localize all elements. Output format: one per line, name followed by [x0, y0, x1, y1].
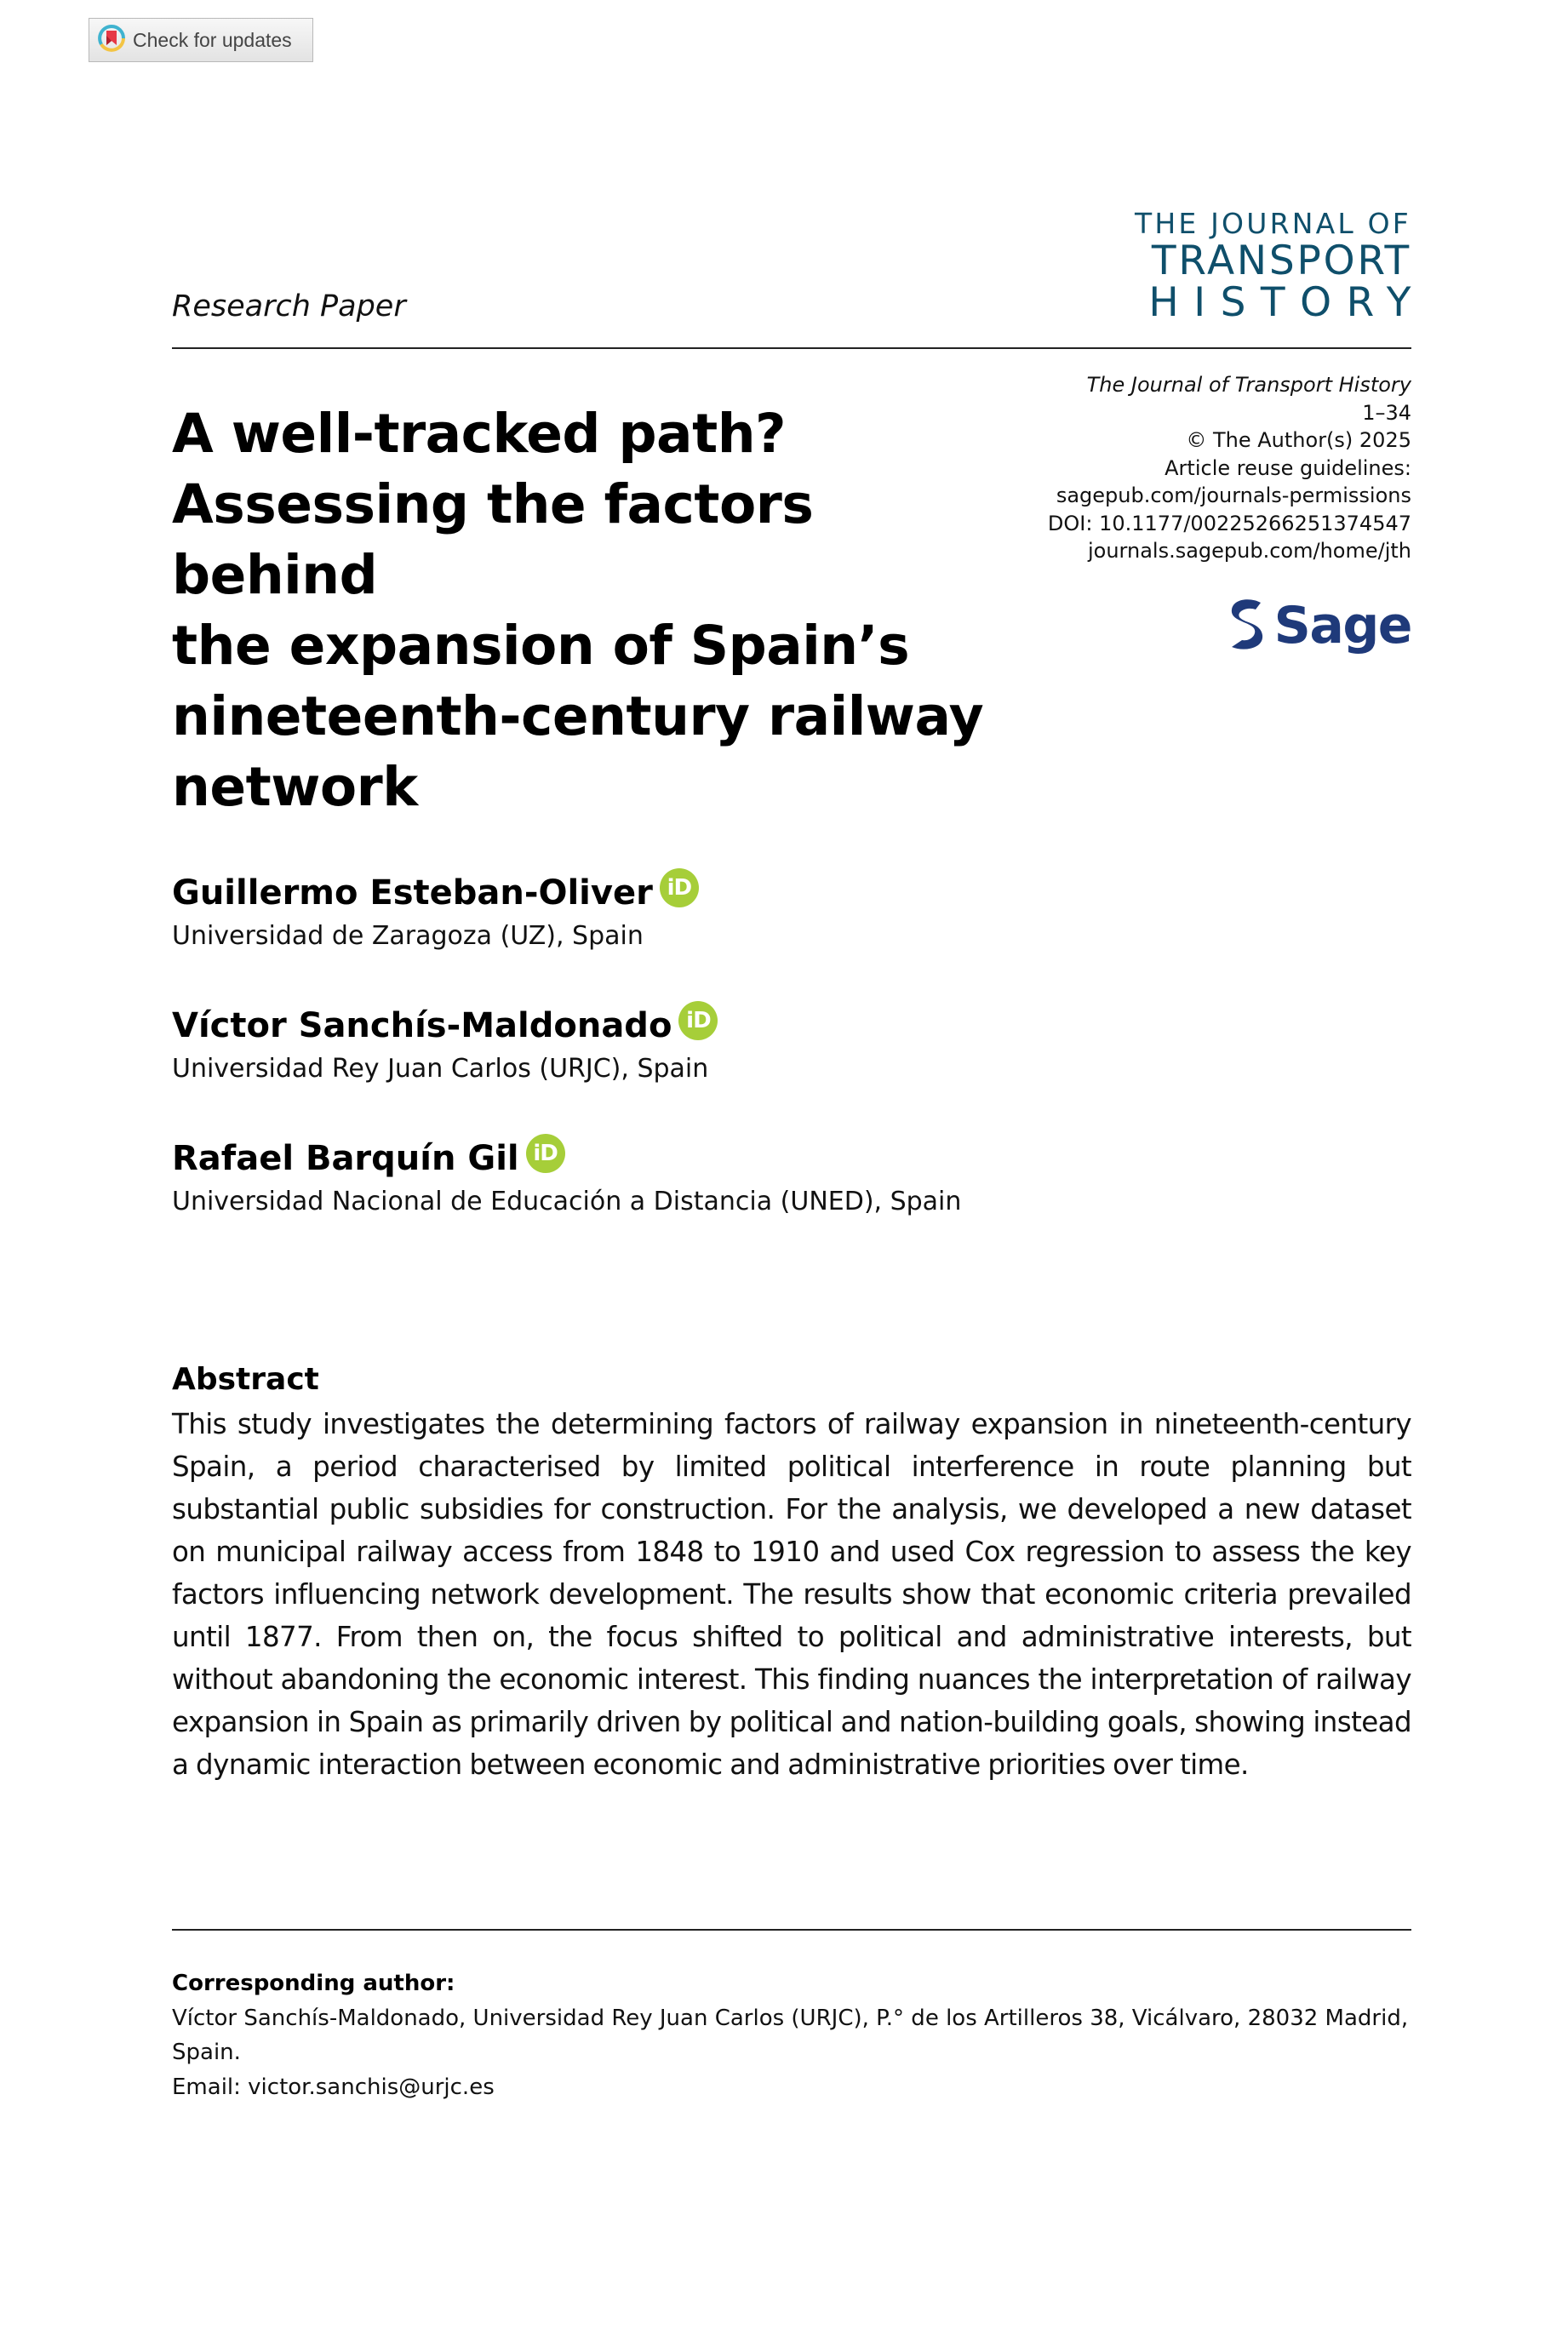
reuse-link[interactable]: sagepub.com/journals-permissions — [1056, 484, 1411, 507]
check-for-updates-button[interactable] — [89, 18, 313, 62]
title-line: the expansion of Spain’s — [172, 615, 910, 677]
reuse-label: Article reuse guidelines: — [1165, 455, 1411, 480]
author-block — [172, 1139, 961, 1216]
author-name: Rafael Barquín Gil — [172, 1139, 519, 1178]
sage-wordmark: Sage — [1273, 596, 1411, 655]
author-affiliation: Universidad Nacional de Educación a Distancia (UNED), Spain — [172, 1187, 962, 1216]
corresponding-address: Víctor Sanchís-Maldonado, Universidad Rey Juan Carlos (URJC), P.° de los Artilleros 38, Vicálvaro, 28032 Madrid, Spain. — [172, 2005, 1409, 2065]
orcid-icon[interactable]: iD — [678, 1001, 718, 1040]
abstract-section — [172, 1360, 1411, 1786]
corresponding-heading: Corresponding author: — [172, 1971, 455, 1996]
title-line: nineteenth-century railway — [172, 685, 984, 747]
sage-s-icon — [1227, 598, 1266, 654]
journal-logo-line1: THE JOURNAL OF — [1135, 207, 1411, 240]
author-affiliation: Universidad de Zaragoza (UZ), Spain — [172, 921, 644, 951]
author-name: Víctor Sanchís-Maldonado — [172, 1006, 672, 1045]
header-divider — [172, 347, 1411, 349]
article-title — [172, 398, 1023, 822]
journal-homepage-link[interactable]: journals.sagepub.com/home/jth — [1087, 539, 1411, 563]
page-range: 1–34 — [1362, 400, 1411, 425]
crossmark-icon — [97, 24, 126, 56]
email-label: Email: — [172, 2074, 241, 2100]
orcid-icon[interactable]: iD — [526, 1134, 565, 1173]
title-line: Assessing the factors behind — [172, 473, 814, 606]
copyright: © The Author(s) 2025 — [1186, 428, 1411, 452]
journal-logo-line3: HISTORY — [1148, 279, 1426, 326]
orcid-icon[interactable]: iD — [660, 868, 699, 907]
journal-logo-line2: TRANSPORT — [1151, 237, 1411, 284]
corresponding-email-line — [172, 2070, 1411, 2105]
sage-logo — [1227, 598, 1411, 654]
author-block — [172, 873, 699, 951]
author-name: Guillermo Esteban-Oliver — [172, 873, 653, 913]
abstract-body: This study investigates the determining factors of railway expansion in nineteenth-century Spain, a period characterised by limited political interference in route planning but substantial public subsidies for construction. For the analysis, we developed a new dataset on municipal railway access from 1848 to 1910 and used Cox regression to assess the key factors influencing network development. The results show that economic criteria prevailed until 1877. From then on, the focus shifted to political and administrative interests, but without abandoning the economic interest. This finding nuances the interpretation of railway expansion in Spain as primarily driven by political and nation-building goals, showing instead a dynamic interaction between economic and administrative priorities over time. — [172, 1408, 1411, 1781]
email-link[interactable]: victor.sanchis@urjc.es — [248, 2074, 495, 2100]
corresponding-author — [172, 1966, 1411, 2104]
article-meta — [1048, 371, 1411, 565]
article-type: Research Paper — [172, 289, 406, 323]
journal-logo — [1135, 207, 1426, 326]
author-affiliation: Universidad Rey Juan Carlos (URJC), Spain — [172, 1054, 709, 1084]
author-block — [172, 1006, 718, 1084]
doi[interactable]: DOI: 10.1177/00225266251374547 — [1047, 511, 1411, 535]
title-line: A well-tracked path? — [172, 403, 787, 465]
footnote-divider — [172, 1929, 1411, 1931]
title-line: network — [172, 756, 418, 818]
check-for-updates-label: Check for updates — [133, 28, 292, 51]
journal-name: The Journal of Transport History — [1086, 373, 1411, 397]
abstract-heading: Abstract — [172, 1362, 319, 1397]
